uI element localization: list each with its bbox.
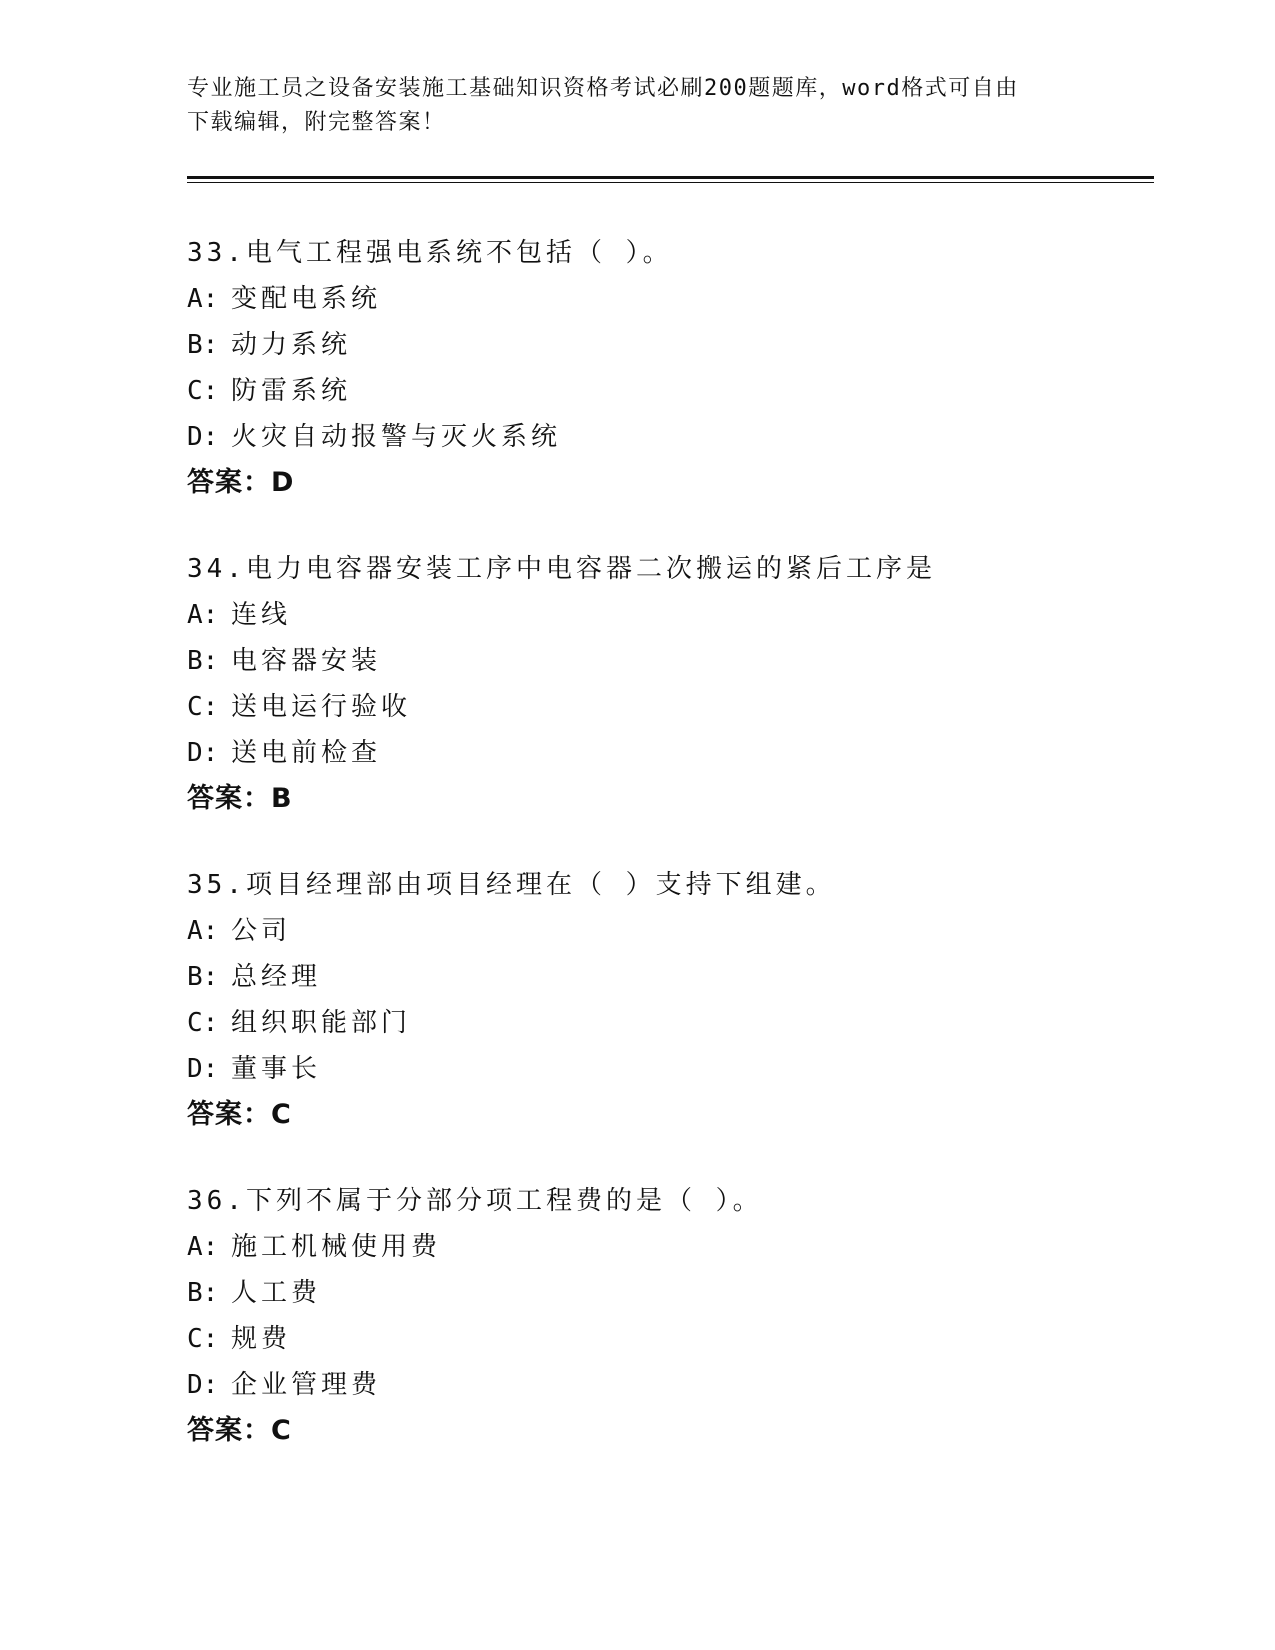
header-divider-thick [187,176,1154,179]
option-text: 组织职能部门 [231,1008,412,1038]
option-key: B: [187,330,219,360]
option-text: 总经理 [231,962,322,992]
option-b [187,322,1087,368]
option-a [187,276,1087,322]
header-line-2: 下载编辑，附完整答案！ [187,110,446,135]
option-key: C: [187,1008,219,1038]
option-key: B: [187,962,219,992]
option-d [187,1362,1087,1408]
option-text: 董事长 [231,1054,322,1084]
option-b [187,1270,1087,1316]
option-key: A: [187,1232,219,1262]
option-text: 动力系统 [231,330,352,360]
option-key: C: [187,1324,219,1354]
option-text: 送电前检查 [231,738,382,768]
option-key: D: [187,1370,219,1400]
option-d [187,414,1087,460]
option-text: 公司 [231,916,292,946]
option-d [187,730,1087,776]
option-text: 连线 [231,600,292,630]
option-key: B: [187,1278,219,1308]
question-34 [187,546,1087,822]
question-35 [187,862,1087,1138]
header-divider-thin [187,182,1154,183]
option-text: 规费 [231,1324,292,1354]
question-stem: 33.电气工程强电系统不包括（ ）。 [187,238,673,268]
option-key: C: [187,692,219,722]
option-d [187,1046,1087,1092]
question-stem: 36.下列不属于分部分项工程费的是（ ）。 [187,1186,763,1216]
option-key: D: [187,1054,219,1084]
document-header [187,72,1077,140]
option-a [187,592,1087,638]
header-line-1: 专业施工员之设备安装施工基础知识资格考试必刷200题题库，word格式可自由 [187,76,1019,101]
option-c [187,684,1087,730]
question-33 [187,230,1087,506]
option-c [187,1000,1087,1046]
option-a [187,908,1087,954]
option-text: 施工机械使用费 [231,1232,442,1262]
option-a [187,1224,1087,1270]
option-key: B: [187,646,219,676]
option-text: 火灾自动报警与灭火系统 [231,422,562,452]
answer-line: 答案：B [187,783,293,814]
option-key: A: [187,284,219,314]
option-b [187,954,1087,1000]
option-text: 变配电系统 [231,284,382,314]
answer-line: 答案：C [187,1099,292,1130]
answer-line: 答案：C [187,1415,292,1446]
question-stem: 35.项目经理部由项目经理在（ ）支持下组建。 [187,870,836,900]
option-text: 送电运行验收 [231,692,412,722]
option-b [187,638,1087,684]
option-text: 企业管理费 [231,1370,382,1400]
option-text: 电容器安装 [231,646,382,676]
question-36 [187,1178,1087,1454]
option-key: A: [187,916,219,946]
option-key: C: [187,376,219,406]
option-text: 防雷系统 [231,376,352,406]
question-stem: 34.电力电容器安装工序中电容器二次搬运的紧后工序是 [187,554,936,584]
option-c [187,1316,1087,1362]
answer-line: 答案：D [187,467,295,498]
option-key: A: [187,600,219,630]
option-c [187,368,1087,414]
option-text: 人工费 [231,1278,322,1308]
option-key: D: [187,738,219,768]
option-key: D: [187,422,219,452]
